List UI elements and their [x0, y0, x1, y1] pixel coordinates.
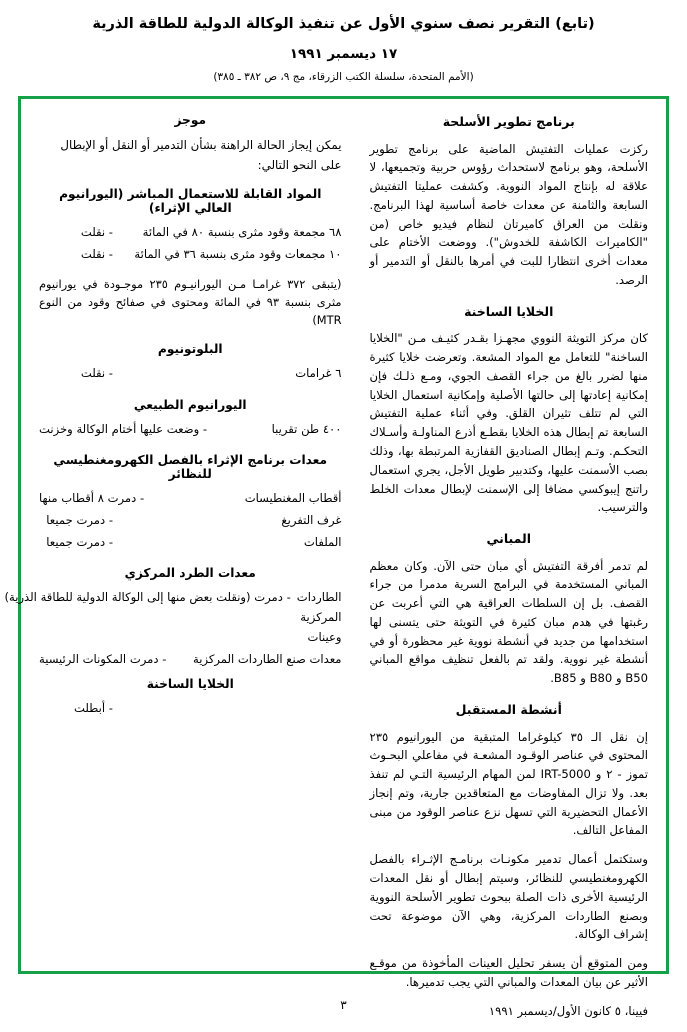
list-item-value: - دمرت المكونات الرئيسية — [39, 651, 167, 666]
list-item-value: - نقلت — [80, 365, 113, 380]
closing-line: فيينا، ٥ كانون الأول/ديسمبر ١٩٩١ — [488, 1003, 648, 1018]
list-item-label: غرف التفريغ — [281, 513, 342, 528]
list-item-value: - نقلت — [80, 225, 113, 240]
paragraph-future-activities-3: ومن المتوقع أن يسفر تحليل العينات المأخوذة من موقـع الأثير عن بيان المعدات والمباني التي يجب تدميرها. — [369, 956, 648, 989]
summary-text: يمكن إيجاز الحالة الراهنة بشأن التدمير أو النقل أو الإبطال على النحو التالي: — [60, 138, 342, 173]
paragraph-hot-cells: كان مركز التويثة النووي مجهـزا بقـدر كثيـف مـن "الخلايا الساخنة" للتعامل مع المواد المشعة. وتعرضت خلايا كثيرة منها لضرر بالغ من جراء القصف الجوي، ومـع ذلـك فإن إمكانية إعادتها إلى حالتها الأصلية وإمكانية استعمال الخلايا التي لم تتلف تثيران القلق. وفي أثناء عملية التفتيش السابعة تم إبطال هذه الخلايا بقطـع أذرع المناولـة وأسـلاك التحكـم. وتـم إبطال الصناديق القفازية المرتبطة بها، وذلك بصب الأسمنت عليها، وكتدبير طويل الأجل، يجري استعمال راتنج إيبوكسي مضافا إلى الإسمنت لإبطال معدات الخلط والترسيب. — [369, 331, 648, 515]
paragraph-weapons-program: ركزت عمليات التفتيش الماضية على برنامج تطوير الأسلحة، وهو برنامج لاستحداث رؤوس حربية وتجميعها، لا علاقة له بإنتاج المواد النووية. وكشفت عمليتا التفتيش السابعة والثامنة عن معدات خاصة أساسية لهذا البرنامج. ونقلت من العراق كاميرتان لنظام فيديو خاص (من "الكاميرات الكاشفة للخدوش"). ووضعت الأختام على معدات أخرى انتظارا للبت في أمرها بالنقل أو التدمير أو الرصد. — [369, 141, 648, 287]
list-item — [39, 489, 342, 509]
list-item — [39, 533, 342, 553]
list-item-value: - نقلت — [80, 246, 113, 261]
section-heading-hot-cells-left: الخلايا الساخنة — [146, 677, 234, 692]
list-item-label: أقطاب المغنطيسات — [244, 491, 342, 506]
list-item-value: - أبطلت — [73, 701, 113, 716]
list-item — [39, 650, 342, 670]
section-heading-weapons-program: برنامج تطوير الأسلحة — [442, 114, 575, 129]
list-item-label: ٤٠٠ طن تقريبا — [271, 421, 342, 436]
paragraph-future-activities-2: وستكتمل أعمال تدمير مكونـات برنامـج الإثـراء بالفصل الكهرومغنطيسي للنظائر، وسيتم إبطال أو نقل المعدات الرئيسية الأخرى ذات الصلة ببحوث تطوير الأسلحة النووية وبصنع الطاردات المركزية، وهي الآن موضوعة تحت إشراف الوكالة. — [369, 852, 648, 942]
document-header — [0, 0, 687, 83]
list-item-value: - دمرت ٨ أقطاب منها — [39, 491, 145, 506]
section-heading-natural-uranium: اليورانيوم الطبيعي — [133, 397, 247, 412]
two-column-layout — [4, 113, 648, 1018]
section-heading-centrifuge-equipment: معدات الطرد المركزي — [124, 566, 256, 581]
page-title: (تابع) التقرير نصف سنوي الأول عن تنفيذ الوكالة الدولية للطاقة الذرية — [92, 16, 595, 32]
list-item-label: ١٠ مجمعات وقود مثرى بنسبة ٣٦ في المائة — [134, 246, 342, 261]
left-column — [4, 113, 344, 961]
list-item — [39, 699, 342, 719]
section-heading-plutonium: البلوتونيوم — [157, 341, 223, 356]
section-heading-buildings: المباني — [486, 531, 531, 547]
content-frame — [4, 96, 669, 1018]
section-heading-hot-cells: الخلايا الساخنة — [464, 303, 554, 319]
list-item-value: - دمرت جميعا — [46, 513, 113, 528]
paragraph-buildings: لم تدمر أفرقة التفتيش أي مبان حتى الآن. وكان معظم المباني المستخدمة في البرامج السرية مدمرا من جراء القصف. بل إن السلطات العراقية هي التي أعربت عن رغبتها في هدم مبان كثيرة في التويثة حتى يتسنى لها استخدامها من جديد في أنشطة نووية غير محظورة أو في أنشطة غير نووية. ولقد تم بالفعل تنظيف مواقع المباني B50 و B80 و B85. — [369, 558, 648, 686]
section-heading-future-activities: أنشطة المستقبل — [455, 702, 562, 718]
list-item-value: - دمرت (ونقلت بعض منها إلى الوكالة الدولية للطاقة الذرية) — [4, 590, 291, 605]
list-item-value: - دمرت جميعا — [46, 534, 113, 549]
list-item-label: ٦٨ مجمعة وقود مثرى بنسبة ٨٠ في المائة — [142, 225, 342, 240]
right-column — [366, 113, 649, 1018]
page-number: ٣ — [340, 998, 347, 1012]
list-item — [39, 223, 342, 243]
list-item-label: الملفات — [303, 534, 342, 549]
summary-heading: موجز — [174, 113, 207, 127]
list-item-label: معدات صنع الطاردات المركزية — [193, 651, 342, 666]
section-heading-emis-equipment: معدات برنامج الإثراء بالفصل الكهرومغنطيسي للنظائر — [53, 453, 328, 482]
document-date: ١٧ ديسمبر ١٩٩١ — [289, 45, 398, 62]
section-heading-direct-use-material: المواد القابلة للاستعمال المباشر (اليورانيوم العالي الإثراء) — [59, 187, 322, 216]
paragraph-future-activities-1: إن نقل الـ ٣٥ كيلوغراما المتبقية من اليورانيوم ٢٣٥ المحتوى في عناصر الوقـود المشعـة في مفاعلي البحـوث تموز - ٢ و IRT-5000 لمن المهام الرئيسية التـي لم تنفذ بعد. ولا تزال المفاوضات مع المتعاقدين جارية، وتم إنجاز الأعمال التحضيرية التي تسهل نزع عناصر الوقود من مبنى المفاعل التالف. — [369, 729, 648, 838]
list-item-value: - وضعت عليها أختام الوكالة وخزنت — [39, 421, 208, 436]
list-item — [39, 420, 342, 440]
list-item — [4, 588, 342, 647]
list-item — [39, 245, 342, 265]
list-item-label: الطاردات المركزية وعينات — [296, 590, 342, 644]
note-remaining-uranium: (يتبقى ٣٧٢ غرامـا مـن اليورانيـوم ٢٣٥ موجـودة في يورانيوم مثرى بنسبة ٩٣ في المائة ومحتوى في صفائح وقود من النوع MTR) — [39, 276, 342, 328]
list-item-label — [113, 699, 342, 719]
document-source: (الأمم المتحدة، سلسلة الكتب الزرقاء، مج ٩، ص ٣٨٢ ـ ٣٨٥) — [213, 70, 474, 83]
list-item-label: ٦ غرامات — [295, 365, 342, 380]
list-item — [39, 511, 342, 531]
list-item — [39, 364, 342, 384]
